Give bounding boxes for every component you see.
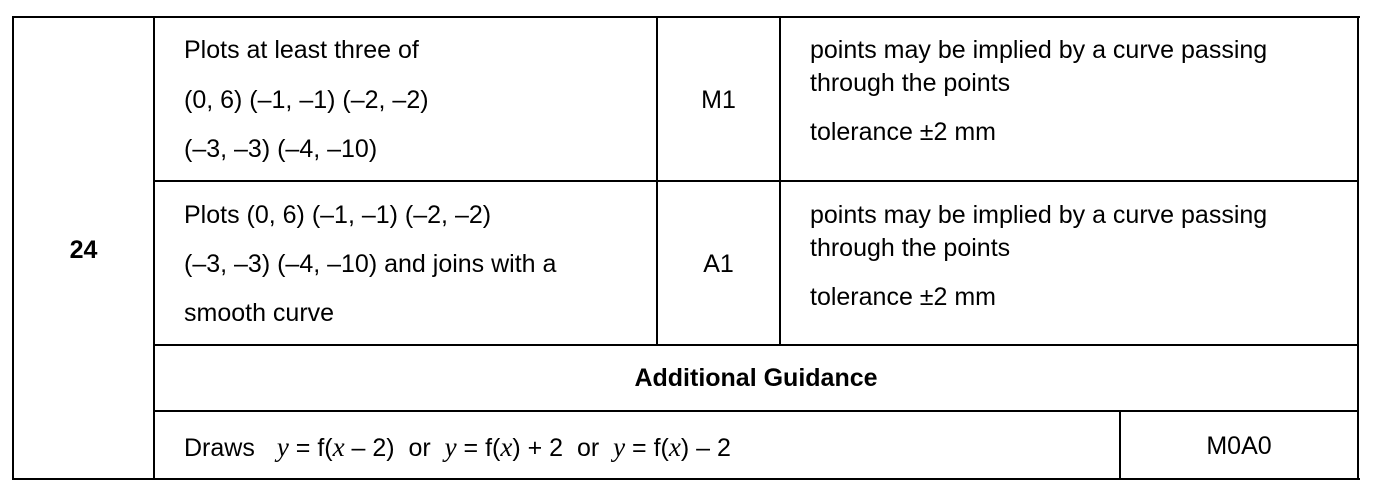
guidance-var-x1: x [332, 432, 345, 462]
row1-answer-line1: Plots at least three of [184, 36, 419, 64]
row2-answer-line3: smooth curve [184, 299, 335, 327]
guidance-var-x2: x [500, 432, 513, 462]
additional-guidance-heading: Additional Guidance [634, 364, 878, 392]
guidance-part-8: ) + 2 or [512, 434, 614, 462]
row1-answer-line2: (0, 6) (–1, –1) (–2, –2) [184, 86, 429, 114]
row-divider-2 [153, 344, 1359, 346]
row1-comment-line3: tolerance ±2 mm [810, 118, 997, 146]
row1-comment-line1: points may be implied by a curve passing [810, 36, 1268, 64]
row2-answer-line1: Plots (0, 6) (–1, –1) (–2, –2) [184, 201, 492, 229]
guidance-part-12: ) – 2 [680, 434, 731, 462]
row2-comment-line2: through the points [810, 234, 1011, 262]
row1-answer-line3: (–3, –3) (–4, –10) [184, 135, 378, 163]
row2-comment-line1: points may be implied by a curve passing [810, 201, 1268, 229]
guidance-text [184, 434, 731, 461]
row2-answer-line2: (–3, –3) (–4, –10) and joins with a [184, 250, 557, 278]
row1-comment-line2: through the points [810, 69, 1011, 97]
row-divider-3 [153, 410, 1359, 412]
guidance-part-10: = f( [625, 434, 669, 462]
guidance-var-y2: y [444, 432, 457, 462]
guidance-part-2: = f( [288, 434, 333, 462]
question-number: 24 [69, 236, 98, 264]
guidance-var-y1: y [276, 432, 289, 462]
guidance-part-6: = f( [456, 434, 501, 462]
guidance-part-4: – 2) or [344, 434, 445, 462]
row1-mark: M1 [701, 86, 736, 114]
guidance-var-x3: x [668, 432, 681, 462]
table-top-border [12, 16, 1360, 18]
guidance-var-y3: y [613, 432, 626, 462]
row2-comment-line3: tolerance ±2 mm [810, 283, 997, 311]
row2-mark: A1 [703, 250, 734, 278]
guidance-part-draws: Draws [184, 434, 255, 462]
table-bottom-border [12, 478, 1360, 480]
row-divider-1 [153, 180, 1359, 182]
guidance-mark: M0A0 [1206, 432, 1272, 460]
